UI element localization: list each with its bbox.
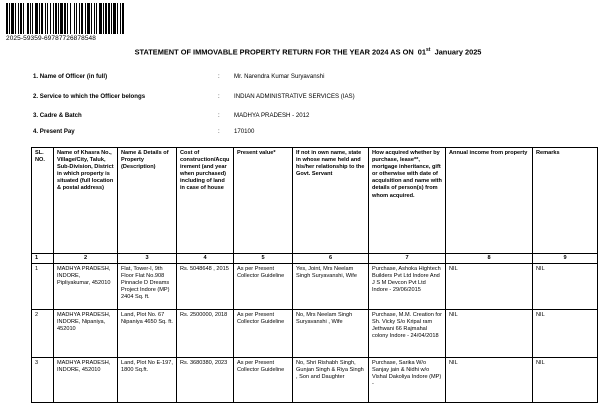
table-row xyxy=(32,264,598,310)
info-value-pay: 170100 xyxy=(234,128,255,135)
document-title xyxy=(0,47,616,56)
cell-remarks: NIL xyxy=(533,358,598,403)
column-number: 9 xyxy=(533,254,598,264)
barcode xyxy=(6,3,124,34)
header-cost: Cost of construction/Acquirement (and year when purchased) including of land in case of house xyxy=(177,148,234,254)
column-number: 2 xyxy=(54,254,118,264)
header-location: Name of Khasra No., Village/City, Taluk, Sub-Division, District in which property is situated (full location & postal address) xyxy=(54,148,118,254)
column-number: 6 xyxy=(293,254,369,264)
cell-holder: No, Shri Rishabh Singh, Gunjan Singh & Riya Singh , Son and Daughter xyxy=(293,358,369,403)
cell-cost: Rs. 5048648 , 2015 xyxy=(177,264,234,310)
cell-holder: No, Mrs Neelam Singh Suryavanshi , Wife xyxy=(293,310,369,358)
cell-location: MADHYA PRADESH, INDORE, 452010 xyxy=(54,358,118,403)
cell-income: NIL xyxy=(446,310,533,358)
info-colon: : xyxy=(218,112,220,119)
cell-cost: Rs. 2500000, 2018 xyxy=(177,310,234,358)
header-income: Annual income from property xyxy=(446,148,533,254)
title-month-year: January 2025 xyxy=(434,47,482,57)
cell-sl: 3 xyxy=(32,358,54,403)
cell-holder: Yes, Joint, Mrs Neelam Singh Suryavanshi, Wife xyxy=(293,264,369,310)
info-colon: : xyxy=(218,128,220,135)
table-row xyxy=(32,310,598,358)
cell-remarks: NIL xyxy=(533,264,598,310)
column-number: 4 xyxy=(177,254,234,264)
cell-property: Land, Plot No E-197, 1800 Sq.ft. xyxy=(118,358,177,403)
cell-property: Flat, Tower-I, 9th Floor Flat No.908 Pinnacle D Dreams Project Indore (MP) 2404 Sq. ft. xyxy=(118,264,177,310)
table-header-row xyxy=(32,148,598,254)
header-property: Name & Details of Property (Description) xyxy=(118,148,177,254)
header-holder: If not in own name, state in whose name held and his/her relationship to the Govt. Servant xyxy=(293,148,369,254)
cell-present-value: As per Present Collector Guideline xyxy=(234,358,293,403)
info-colon: : xyxy=(218,73,220,80)
table-row xyxy=(32,358,598,403)
cell-location: MADHYA PRADESH, INDORE, Nipaniya, 452010 xyxy=(54,310,118,358)
cell-present-value: As per Present Collector Guideline xyxy=(234,310,293,358)
cell-property: Land, Plot No. 67 Nipaniya 4650 Sq. ft. xyxy=(118,310,177,358)
cell-location: MADHYA PRADESH, INDORE, Pipliyakumar, 452010 xyxy=(54,264,118,310)
column-number: 8 xyxy=(446,254,533,264)
column-number-row xyxy=(32,254,598,264)
cell-income: NIL xyxy=(446,264,533,310)
info-label-name: 1. Name of Officer (in full) xyxy=(33,73,108,80)
cell-income: NIL xyxy=(446,358,533,403)
header-remarks: Remarks xyxy=(533,148,598,254)
column-number: 3 xyxy=(118,254,177,264)
header-acquired: How acquired whether by purchase, lease**, mortgage inheritance, gift or otherwise with date of acquisition and name with details of person(s) from whom acquired. xyxy=(369,148,446,254)
info-value-cadre: MADHYA PRADESH - 2012 xyxy=(234,112,310,119)
title-day-suffix: st xyxy=(426,47,431,53)
cell-acquired: Purchase, Sarika W/o Sanjay jain & Nidhi w/o Vishal Dakoliya Indore (MP) - xyxy=(369,358,446,403)
cell-acquired: Purchase, Ashoka Hightech Builders Pvt Ltd Indore And J S M Devcon Pvt Ltd Indore - 29/06/2015 xyxy=(369,264,446,310)
column-number: 1 xyxy=(32,254,54,264)
title-prefix: STATEMENT OF IMMOVABLE PROPERTY RETURN FOR THE YEAR 2024 AS ON xyxy=(134,47,414,57)
barcode-number: 2025-59359-69787726878548 xyxy=(6,35,96,42)
property-return-table xyxy=(31,147,598,403)
header-present-value: Present value* xyxy=(234,148,293,254)
cell-present-value: As per Present Collector Guideline xyxy=(234,264,293,310)
column-number: 5 xyxy=(234,254,293,264)
info-label-pay: 4. Present Pay xyxy=(33,128,75,135)
cell-sl: 2 xyxy=(32,310,54,358)
barcode-bar xyxy=(122,3,124,34)
info-label-cadre: 3. Cadre & Batch xyxy=(33,112,82,119)
info-colon: : xyxy=(218,93,220,100)
cell-cost: Rs. 3680380, 2023 xyxy=(177,358,234,403)
cell-acquired: Purchase, M.M. Creation for Sh. Vicky S/o Kripal ram Jethwani 66 Rajmahal colony Indore - 24/04/2018 xyxy=(369,310,446,358)
info-value-service: INDIAN ADMINISTRATIVE SERVICES (IAS) xyxy=(234,93,355,100)
cell-sl: 1 xyxy=(32,264,54,310)
cell-remarks: NIL xyxy=(533,310,598,358)
header-sl-no: SL. NO. xyxy=(32,148,54,254)
column-number: 7 xyxy=(369,254,446,264)
title-day: 01 xyxy=(417,47,427,57)
info-value-name: Mr. Narendra Kumar Suryavanshi xyxy=(234,73,325,80)
info-label-service: 2. Service to which the Officer belongs xyxy=(33,93,146,100)
